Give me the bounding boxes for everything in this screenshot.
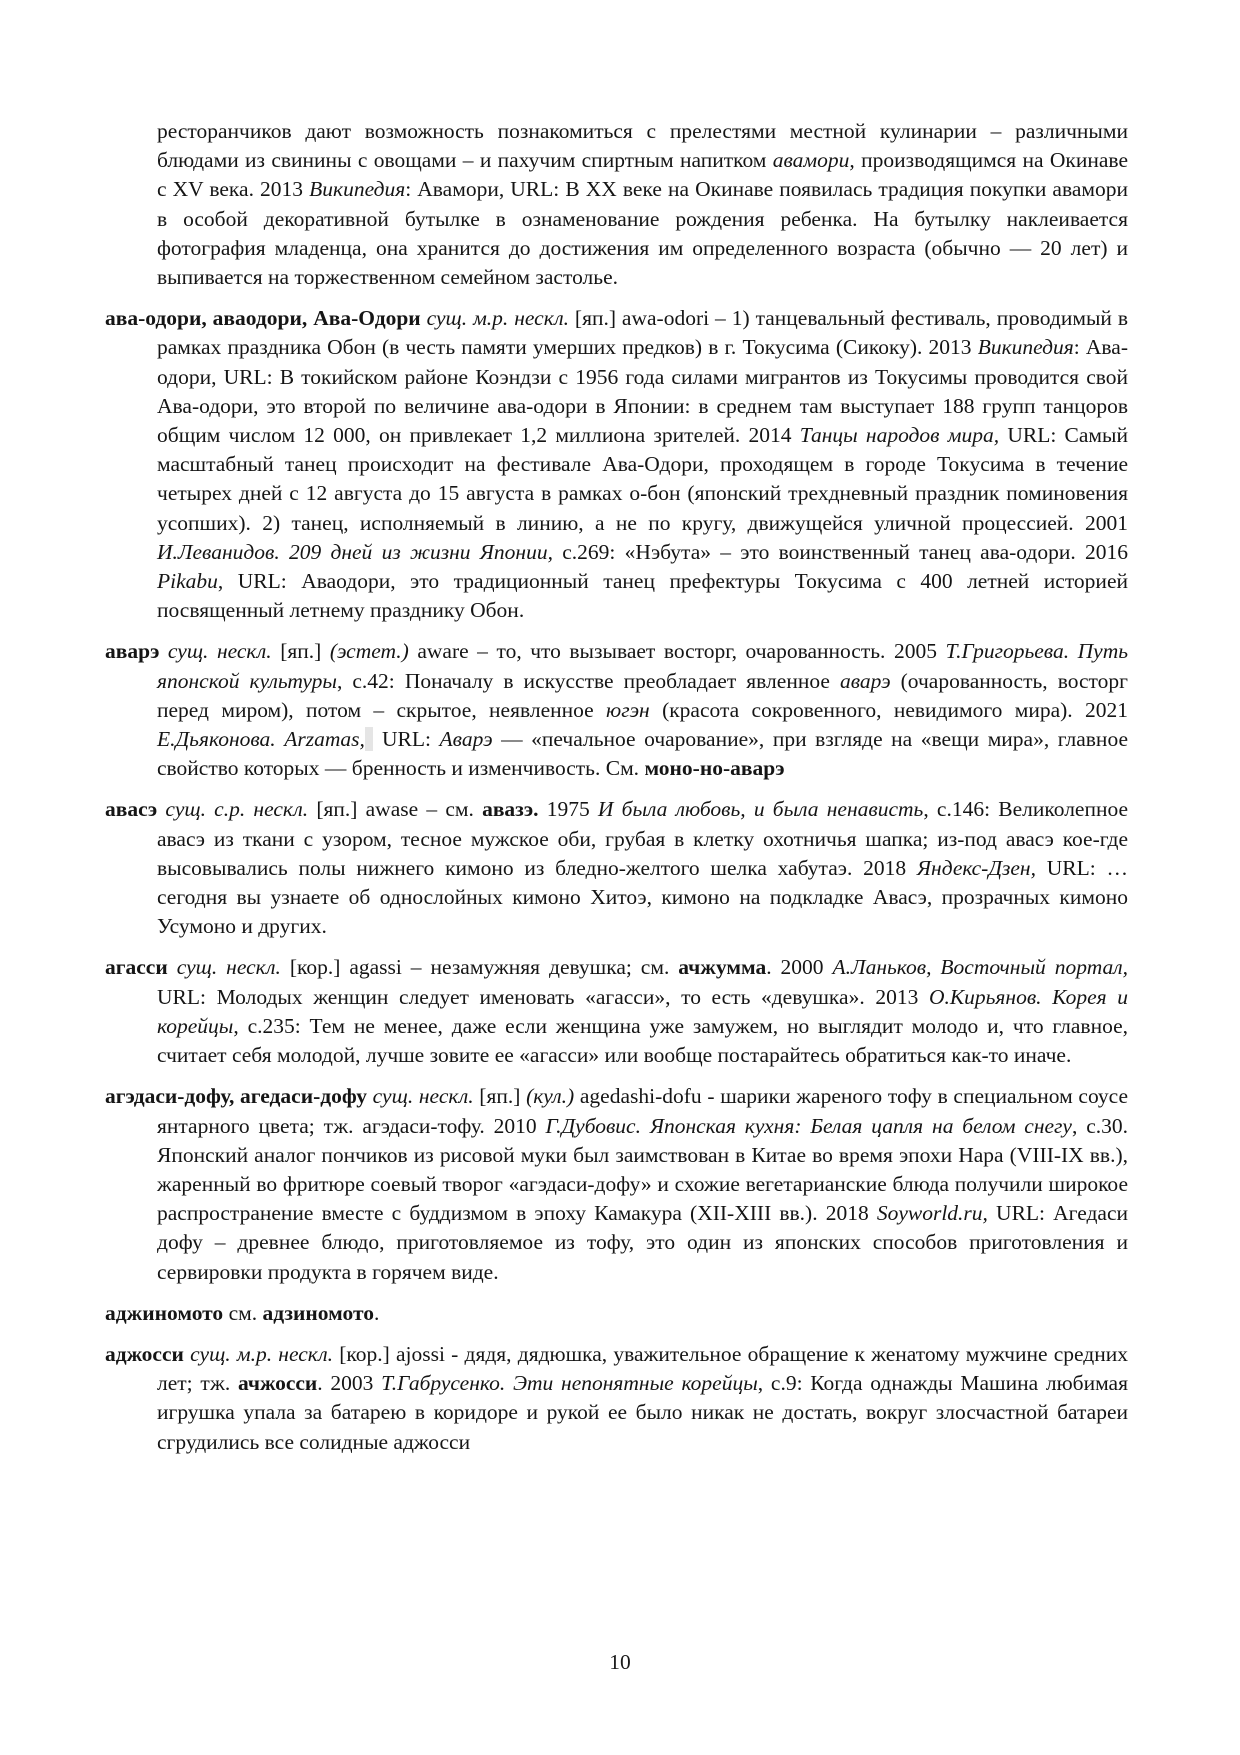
text-segment: ресторанчиков дают возможность познакомиться с прелестями местной кулинарии – различными блюдами из свинины с овощами – и пахучим спиртным напитком xyxy=(157,119,1128,173)
text-segment: (кул.) xyxy=(526,1084,580,1109)
text-segment: с.269: «Нэбута» – это воинственный танец ава-одори. 2016 xyxy=(552,539,1128,564)
text-segment: Танцы народов мира, xyxy=(799,423,1000,448)
text-segment: URL: xyxy=(373,727,440,752)
entry-adzhossi xyxy=(105,1340,1128,1457)
text-segment: И была любовь, и была ненависть xyxy=(597,797,924,822)
text-segment: Pikabu xyxy=(157,569,218,594)
text-segment: [яп.] xyxy=(280,639,330,664)
text-segment: Аварэ xyxy=(439,727,502,752)
text-segment: ачжосси xyxy=(238,1371,318,1396)
text-segment: — «печальное очарование», при взгляде на «вещи мира», главное свойство которых — бренность и изменчивость. См. xyxy=(157,727,1128,781)
entry-agedasi-dofu xyxy=(105,1082,1128,1286)
text-segment: , с.9: Когда однажды Машина любимая игрушка упала за батарею в коридоре и рукой ее было никак не достать, вокруг злосчастной батареи сгрудились все солидные аджосси xyxy=(157,1371,1128,1454)
entry-agassi xyxy=(105,953,1129,1070)
text-segment: югэн xyxy=(606,697,663,722)
text-segment: [кор.] agassi – незамужняя девушка; см. xyxy=(289,955,679,980)
text-segment: aware – то, что вызывает восторг, очарованность. 2005 xyxy=(417,639,946,664)
text-segment: Яндекс-Дзен, xyxy=(916,855,1036,880)
text-segment: Е.Дьяконова. Arzamas, xyxy=(157,727,365,752)
text-segment: аджиномото xyxy=(105,1300,229,1325)
text-segment: Г.Дубовис. Японская кухня: Белая цапля на белом снегу xyxy=(545,1113,1072,1138)
entry-ava-odori xyxy=(105,304,1128,625)
text-segment: А.Ланьков, Восточный портал, xyxy=(832,955,1128,980)
text-segment: ачжумма xyxy=(678,955,767,980)
text-segment: [яп.] xyxy=(479,1084,527,1109)
text-segment: ава-одори, аваодори, Ава-Одори xyxy=(105,306,427,331)
text-segment: . 2003 xyxy=(317,1371,382,1396)
entry-continuation-avamori xyxy=(157,117,1128,292)
text-segment: , с.42: Поначалу в искусстве преобладает явленное xyxy=(336,668,840,693)
text-segment: : Ава-одори, URL: В токийском районе Коэндзи с 1956 года силами мигрантов из Токусимы проводится свой Ава-одори, это второй по величине ава-одори в Японии: в среднем там выступает 188 групп танцоров общим числом 12 000, он привлекает 1,2 миллиона зрителей. 2014 xyxy=(157,335,1128,448)
text-segment: Т.Габрусенко. Эти непонятные корейцы xyxy=(381,1371,758,1396)
text-segment: (очарованность, восторг перед миром), потом – скрытое, неявленное xyxy=(157,668,1128,722)
text-segment: URL: Самый масштабный танец происходит на фестивале Ава-Одори, проходящем в городе Токусима в течение четырех дней с 12 августа до 15 августа в рамках о-бон (японский трехдневный праздник поминовения усопших). 2) танец, исполняемый в линию, а не по кругу, движущейся уличной процессией. 2001 xyxy=(157,423,1128,535)
text-segment: сущ. м.р. нескл. xyxy=(426,306,575,331)
text-segment: URL: …сегодня вы узнаете об однослойных кимоно Хитоэ, кимоно на подкладке Авасэ, прозрачных кимоно Усумоно и других. xyxy=(157,855,1128,939)
page-number: 10 xyxy=(609,1650,631,1674)
text-segment: [кор.] ajossi - дядя, дядюшка, уважительное обращение к женатому мужчине средних лет; тж. xyxy=(157,1341,1128,1396)
text-segment: сущ. нескл. xyxy=(176,955,290,980)
text-segment: сущ. м.р. нескл. xyxy=(190,1341,340,1366)
text-segment: аварэ xyxy=(105,639,168,664)
text-segment: агасси xyxy=(105,955,177,980)
text-segment: (красота сокровенного, невидимого мира). 2021 xyxy=(662,697,1128,722)
text-segment: [яп.] awase – см. xyxy=(316,797,483,822)
text-block xyxy=(105,117,1128,1469)
text-segment: производящимся на Окинаве с XV века. 2013 xyxy=(157,148,1128,202)
text-segment: авасэ xyxy=(105,797,166,822)
text-segment: Soyworld.ru, xyxy=(876,1201,988,1226)
text-segment: Википедия xyxy=(977,335,1074,360)
text-segment: , URL: Аваодори, это традиционный танец префектуры Токусима с 400 летней историей посвященный летнему празднику Обон. xyxy=(157,569,1128,623)
text-segment: . xyxy=(373,1300,380,1325)
entry-adzhinomoto xyxy=(105,1299,1128,1328)
text-segment: И.Леванидов. 209 дней из жизни Японии, xyxy=(157,539,553,564)
text-segment: . 2000 xyxy=(766,955,833,980)
text-segment: сущ. нескл. xyxy=(167,639,281,664)
text-segment: авазэ. xyxy=(482,797,539,822)
text-segment: агэдаси-дофу, агедаси-дофу xyxy=(105,1084,373,1109)
text-segment: : Авамори, URL: В XX веке на Окинаве появилась традиция покупки авамори в особой декоративной бутылке в ознаменование рождения ребенка. На бутылку наклеивается фотография младенца, она хранится до достижения им определенного возраста (обычно — 20 лет) и выпивается на торжественном семейном застолье. xyxy=(157,177,1128,290)
text-segment: URL: Агедаси дофу – древнее блюдо, приготовляемое из тофу, это один из японских способов приготовления и сервировки продукта в горячем виде. xyxy=(157,1201,1128,1284)
text-segment: Википедия xyxy=(309,177,406,202)
text-segment: (эстет.) xyxy=(329,639,418,664)
text-segment: , с.235: Тем не менее, даже если женщина уже замужем, но выглядит молодо и, что главное, считает себя молодой, лучше зовите ее «агасси» или вообще постарайтесь обратиться как-то иначе. xyxy=(157,1013,1128,1068)
text-segment: URL: Молодых женщин следует именовать «агасси», то есть «девушка». 2013 xyxy=(157,984,929,1009)
text-segment: 1975 xyxy=(538,797,598,822)
text-segment: адзиномото xyxy=(262,1300,374,1325)
text-segment: , с.30. Японский аналог пончиков из рисовой муки был заимствован в Китае во время эпохи Нара (VIII-IX вв.), жаренный во фритюре соевый творог «агэдаси-дофу» и схожие вегетарианские блюда получили широкое распространение вместе с буддизмом в эпоху Камакура (XII-XIII вв.). 2018 xyxy=(157,1113,1128,1226)
text-segment: моно-но-аварэ xyxy=(644,756,785,781)
entry-avase xyxy=(105,795,1129,941)
text-segment: см. xyxy=(228,1300,263,1325)
text-segment: Т.Григорьева. Путь японской культуры xyxy=(157,639,1129,693)
text-segment: , с.146: Великолепное авасэ из ткани с узором, тесное мужское оби, грубая в клетку охотничья шапка; из-под авасэ кое-где высовывались полы нижнего кимоно из бледно-желтого шелка хабутаэ. 2018 xyxy=(157,797,1129,880)
text-segment: авамори, xyxy=(772,148,855,173)
entry-avare xyxy=(105,637,1129,783)
text-segment: О.Кирьянов. Корея и корейцы xyxy=(157,984,1129,1038)
text-segment: [яп.] awa-odori – 1) танцевальный фестиваль, проводимый в рамках праздника Обон (в честь памяти умерших предков) в г. Токусима (Сикоку). 2013 xyxy=(157,306,1128,360)
text-segment: сущ. с.р. нескл. xyxy=(165,797,317,822)
text-segment: аварэ xyxy=(839,668,901,693)
text-segment: сущ. нескл. xyxy=(372,1084,480,1109)
text-segment: аджосси xyxy=(105,1341,191,1366)
text-segment: agedashi-dofu - шарики жареного тофу в специальном соусе янтарного цвета; тж. агэдаси-тофу. 2010 xyxy=(157,1084,1128,1138)
